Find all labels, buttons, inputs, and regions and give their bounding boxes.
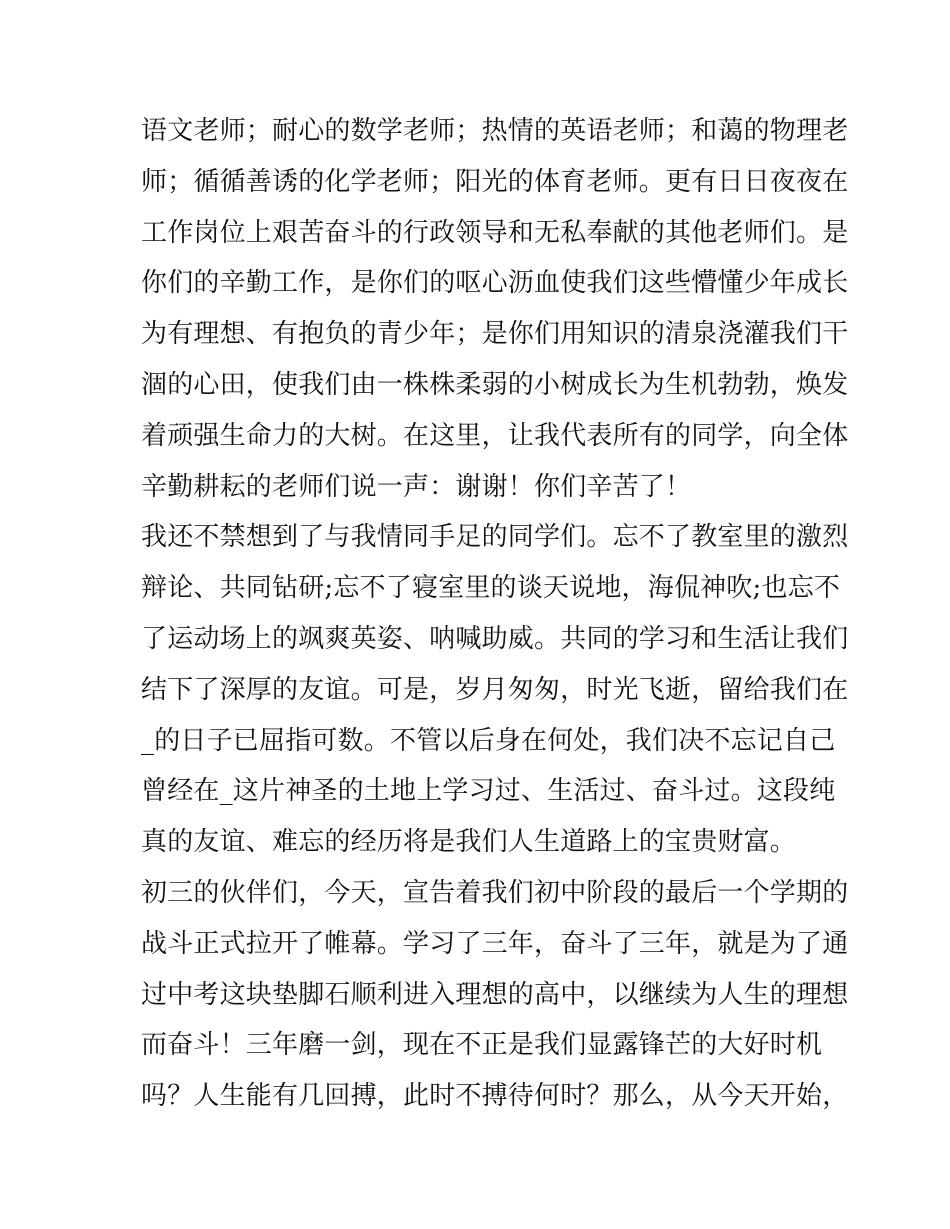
text-line: 而奋斗！三年磨一剑，现在不正是我们显露锋芒的大好时机: [141, 1030, 823, 1061]
text-line: 为有理想、有抱负的青少年；是你们用知识的清泉浇灌我们干: [141, 319, 849, 350]
text-line: 着顽强生命力的大树。在这里，让我代表所有的同学，向全体: [141, 420, 849, 451]
text-line: 结下了深厚的友谊。可是，岁月匆匆，时光飞逝，留给我们在: [141, 674, 849, 705]
text-line: 工作岗位上艰苦奋斗的行政领导和无私奉献的其他老师们。是: [141, 217, 849, 248]
text-line: _的日子已屈指可数。不管以后身在何处，我们决不忘记自己: [141, 725, 836, 756]
text-line: 辩论、共同钻研;忘不了寝室里的谈天说地，海侃神吹;也忘不: [141, 573, 841, 604]
text-line: 语文老师；耐心的数学老师；热情的英语老师；和蔼的物理老: [141, 116, 849, 146]
text-line: 涸的心田，使我们由一株株柔弱的小树成长为生机勃勃，焕发: [141, 369, 849, 400]
text-line: 了运动场上的飒爽英姿、呐喊助威。共同的学习和生活让我们: [141, 623, 849, 654]
text-line: 初三的伙伴们，今天，宣告着我们初中阶段的最后一个学期的: [141, 877, 849, 908]
text-line: 过中考这块垫脚石顺利进入理想的高中，以继续为人生的理想: [141, 979, 849, 1010]
text-line: 我还不禁想到了与我情同手足的同学们。忘不了教室里的激烈: [141, 522, 849, 553]
text-line: 曾经在_这片神圣的土地上学习过、生活过、奋斗过。这段纯: [141, 776, 836, 807]
text-line: 战斗正式拉开了帷幕。学习了三年，奋斗了三年，就是为了通: [141, 928, 849, 959]
text-line: 师；循循善诱的化学老师；阳光的体育老师。更有日日夜夜在: [141, 166, 849, 197]
body-text: [141, 106, 849, 1122]
text-line: 真的友谊、难忘的经历将是我们人生道路上的宝贵财富。: [141, 827, 797, 858]
text-line: 你们的辛勤工作，是你们的呕心沥血使我们这些懵懂少年成长: [141, 268, 849, 299]
text-line: 吗？人生能有几回搏，此时不搏待何时？那么，从今天开始，: [141, 1081, 849, 1112]
text-line: 辛勤耕耘的老师们说一声：谢谢！你们辛苦了！: [141, 471, 692, 502]
